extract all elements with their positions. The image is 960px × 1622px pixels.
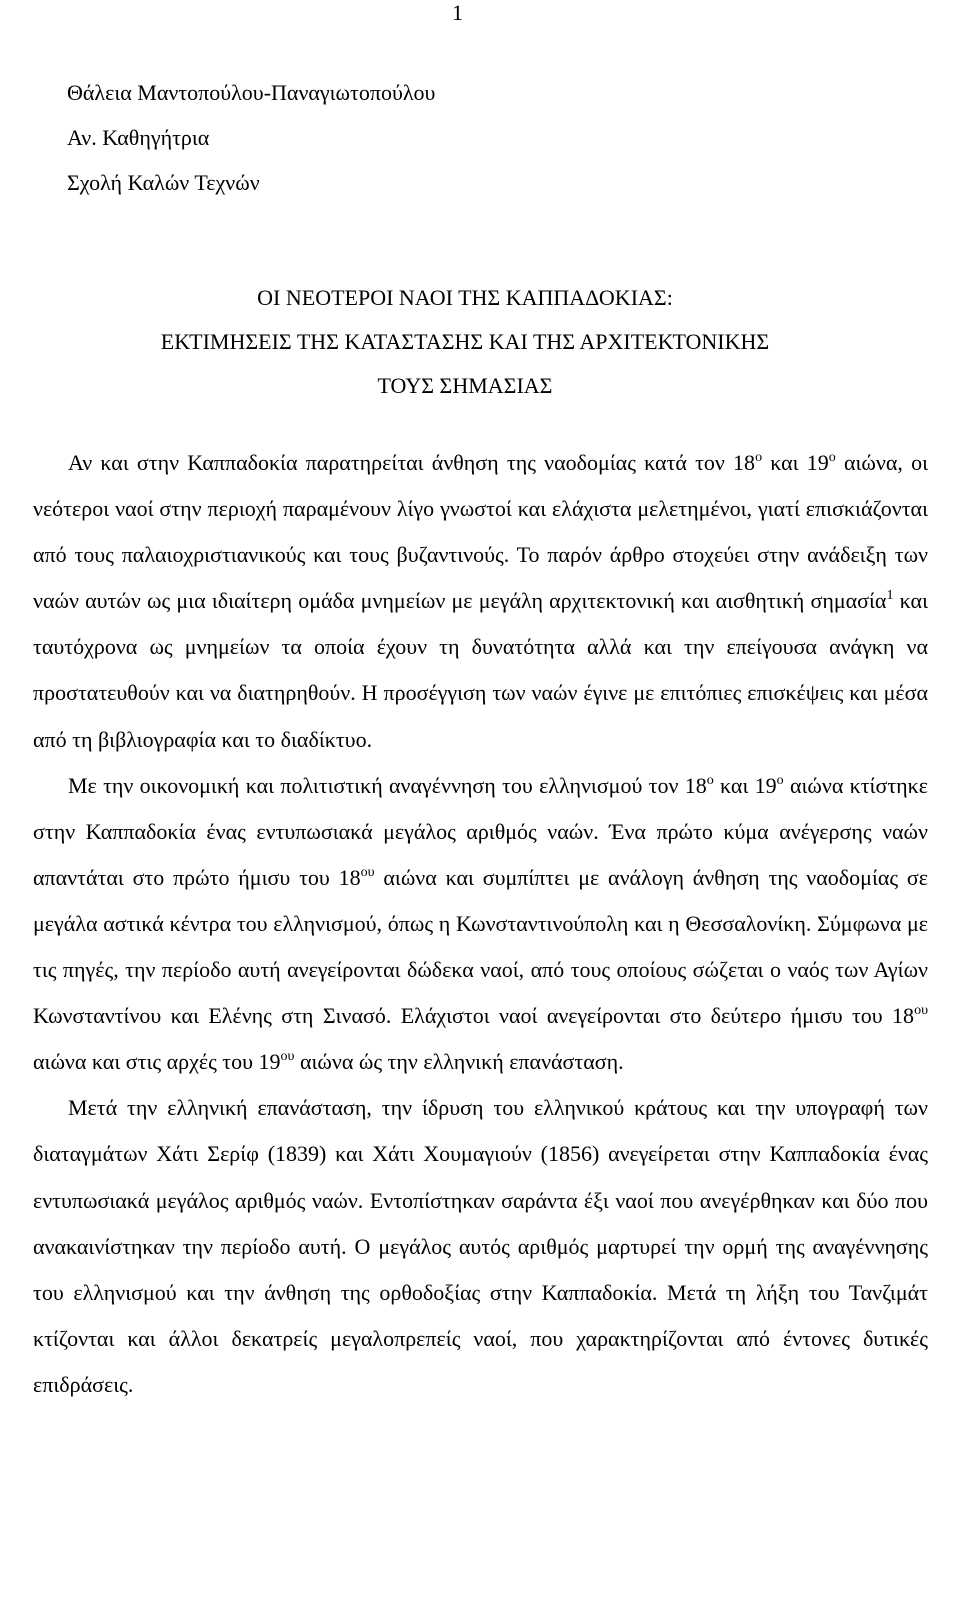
paragraph-2-text-3: αιώνα κτίστηκε στην Καππαδοκία ένας εντυπωσιακά μεγάλος αριθμός ναών. Ένα πρώτο κύμα ανέγερσης ναών απαντάται στο πρώτο ήμισυ του 18 [33,772,929,890]
author-block [67,70,435,205]
footnote-reference: 1 [886,588,894,604]
title-line-3: ΤΟΥΣ ΣΗΜΑΣΙΑΣ [377,373,553,398]
paragraph-2-text-6: αιώνα ώς την ελληνική επανάσταση. [294,1049,624,1075]
paragraph-1-text-2: και 19 [762,450,829,475]
paragraph-2-text-4: αιώνα και συμπίπτει με ανάλογη άνθηση της ναοδομίας σε μεγάλα αστικά κέντρα του ελληνισμού, όπως η Κωνσταντινούπολη και η Θεσσαλονίκη. Σύμφωνα με τις πηγές, την περίοδο αυτή ανεγείρονται δώδεκα ναοί, από τους οποίους σώζεται ο ναός των Αγίων Κωνσταντίνου και Ελένης στη Σινασό. Ελάχιστοι ναοί ανεγείρονται στο δεύτερο ήμισυ του 18 [33,864,929,1029]
paragraph-3: Μετά την ελληνική επανάσταση, την ίδρυση του ελληνικού κράτους και την υπογραφή των διαταγμάτων Χάτι Σερίφ (1839) και Χάτι Χουμαγιούν (1856) ανεγείρεται στην Καππαδοκία ένας εντυπωσιακά μεγάλος αριθμός ναών. Εντοπίστηκαν σαράντα έξι ναοί που ανεγέρθηκαν και δύο που ανακαινίστηκαν την περίοδο αυτή. Ο μεγάλος αυτός αριθμός μαρτυρεί την ορμή της αναγέννησης του ελληνισμού και την άνθηση της ορθοδοξίας στην Καππαδοκία. Μετά τη λήξη του Τανζιμάτ κτίζονται και άλλοι δεκατρείς μεγαλοπρεπείς ναοί, που χαρακτηρίζονται από έντονες δυτικές επιδράσεις. [33,1095,928,1397]
ordinal-superscript: ο [755,450,763,465]
paragraph-1-text-3: αιώνα, οι νεότεροι ναοί στην περιοχή παραμένουν λίγο γνωστοί και ελάχιστα μελετημένοι, γιατί επισκιάζονται από τους παλαιοχριστιανικούς και τους βυζαντινούς. Το παρόν άρθρο στοχεύει στην ανάδειξη των ναών αυτών ως μια ιδιαίτερη ομάδα μνημείων με μεγάλη αρχιτεκτονική και αισθητική σημασία [33,450,928,614]
ordinal-superscript: ο [828,450,836,465]
author-school: Σχολή Καλών Τεχνών [67,170,260,195]
page-number: 1 [452,0,463,25]
paragraph-2 [33,763,928,1086]
author-name: Θάλεια Μαντοπούλου-Παναγιωτοπούλου [67,80,436,105]
article-body [33,440,928,1408]
ordinal-superscript: ου [360,864,375,880]
article-title [0,276,930,408]
author-position: Αν. Καθηγήτρια [67,125,210,150]
title-line-2: ΕΚΤΙΜΗΣΕΙΣ ΤΗΣ ΚΑΤΑΣΤΑΣΗΣ ΚΑΙ ΤΗΣ ΑΡΧΙΤΕΚΤΟΝΙΚΗΣ [160,329,770,354]
paragraph-1 [33,440,928,763]
ordinal-superscript: ο [776,772,784,788]
paragraph-2-text-1: Με την οικονομική και πολιτιστική αναγέννηση του ελληνισμού τον 18 [68,772,707,798]
ordinal-superscript: ο [706,772,714,788]
ordinal-superscript: ου [280,1049,295,1065]
paragraph-1-text-1: Αν και στην Καππαδοκία παρατηρείται άνθηση της ναοδομίας κατά τον 18 [68,450,756,475]
paragraph-1-text-4: και ταυτόχρονα ως μνημείων τα οποία έχουν τη δυνατότητα αλλά και την επείγουσα ανάγκη να προστατευθούν και να διατηρηθούν. Η προσέγγιση των ναών έγινε με επιτόπιες επισκέψεις και μέσα από τη βιβλιογραφία και το διαδίκτυο. [33,588,929,752]
ordinal-superscript: ου [914,1003,928,1019]
paragraph-2-text-5: αιώνα και στις αρχές του 19 [33,1049,281,1075]
title-line-1: ΟΙ ΝΕΟΤΕΡΟΙ ΝΑΟΙ ΤΗΣ ΚΑΠΠΑΔΟΚΙΑΣ: [257,285,673,310]
paragraph-2-text-2: και 19 [713,772,777,798]
